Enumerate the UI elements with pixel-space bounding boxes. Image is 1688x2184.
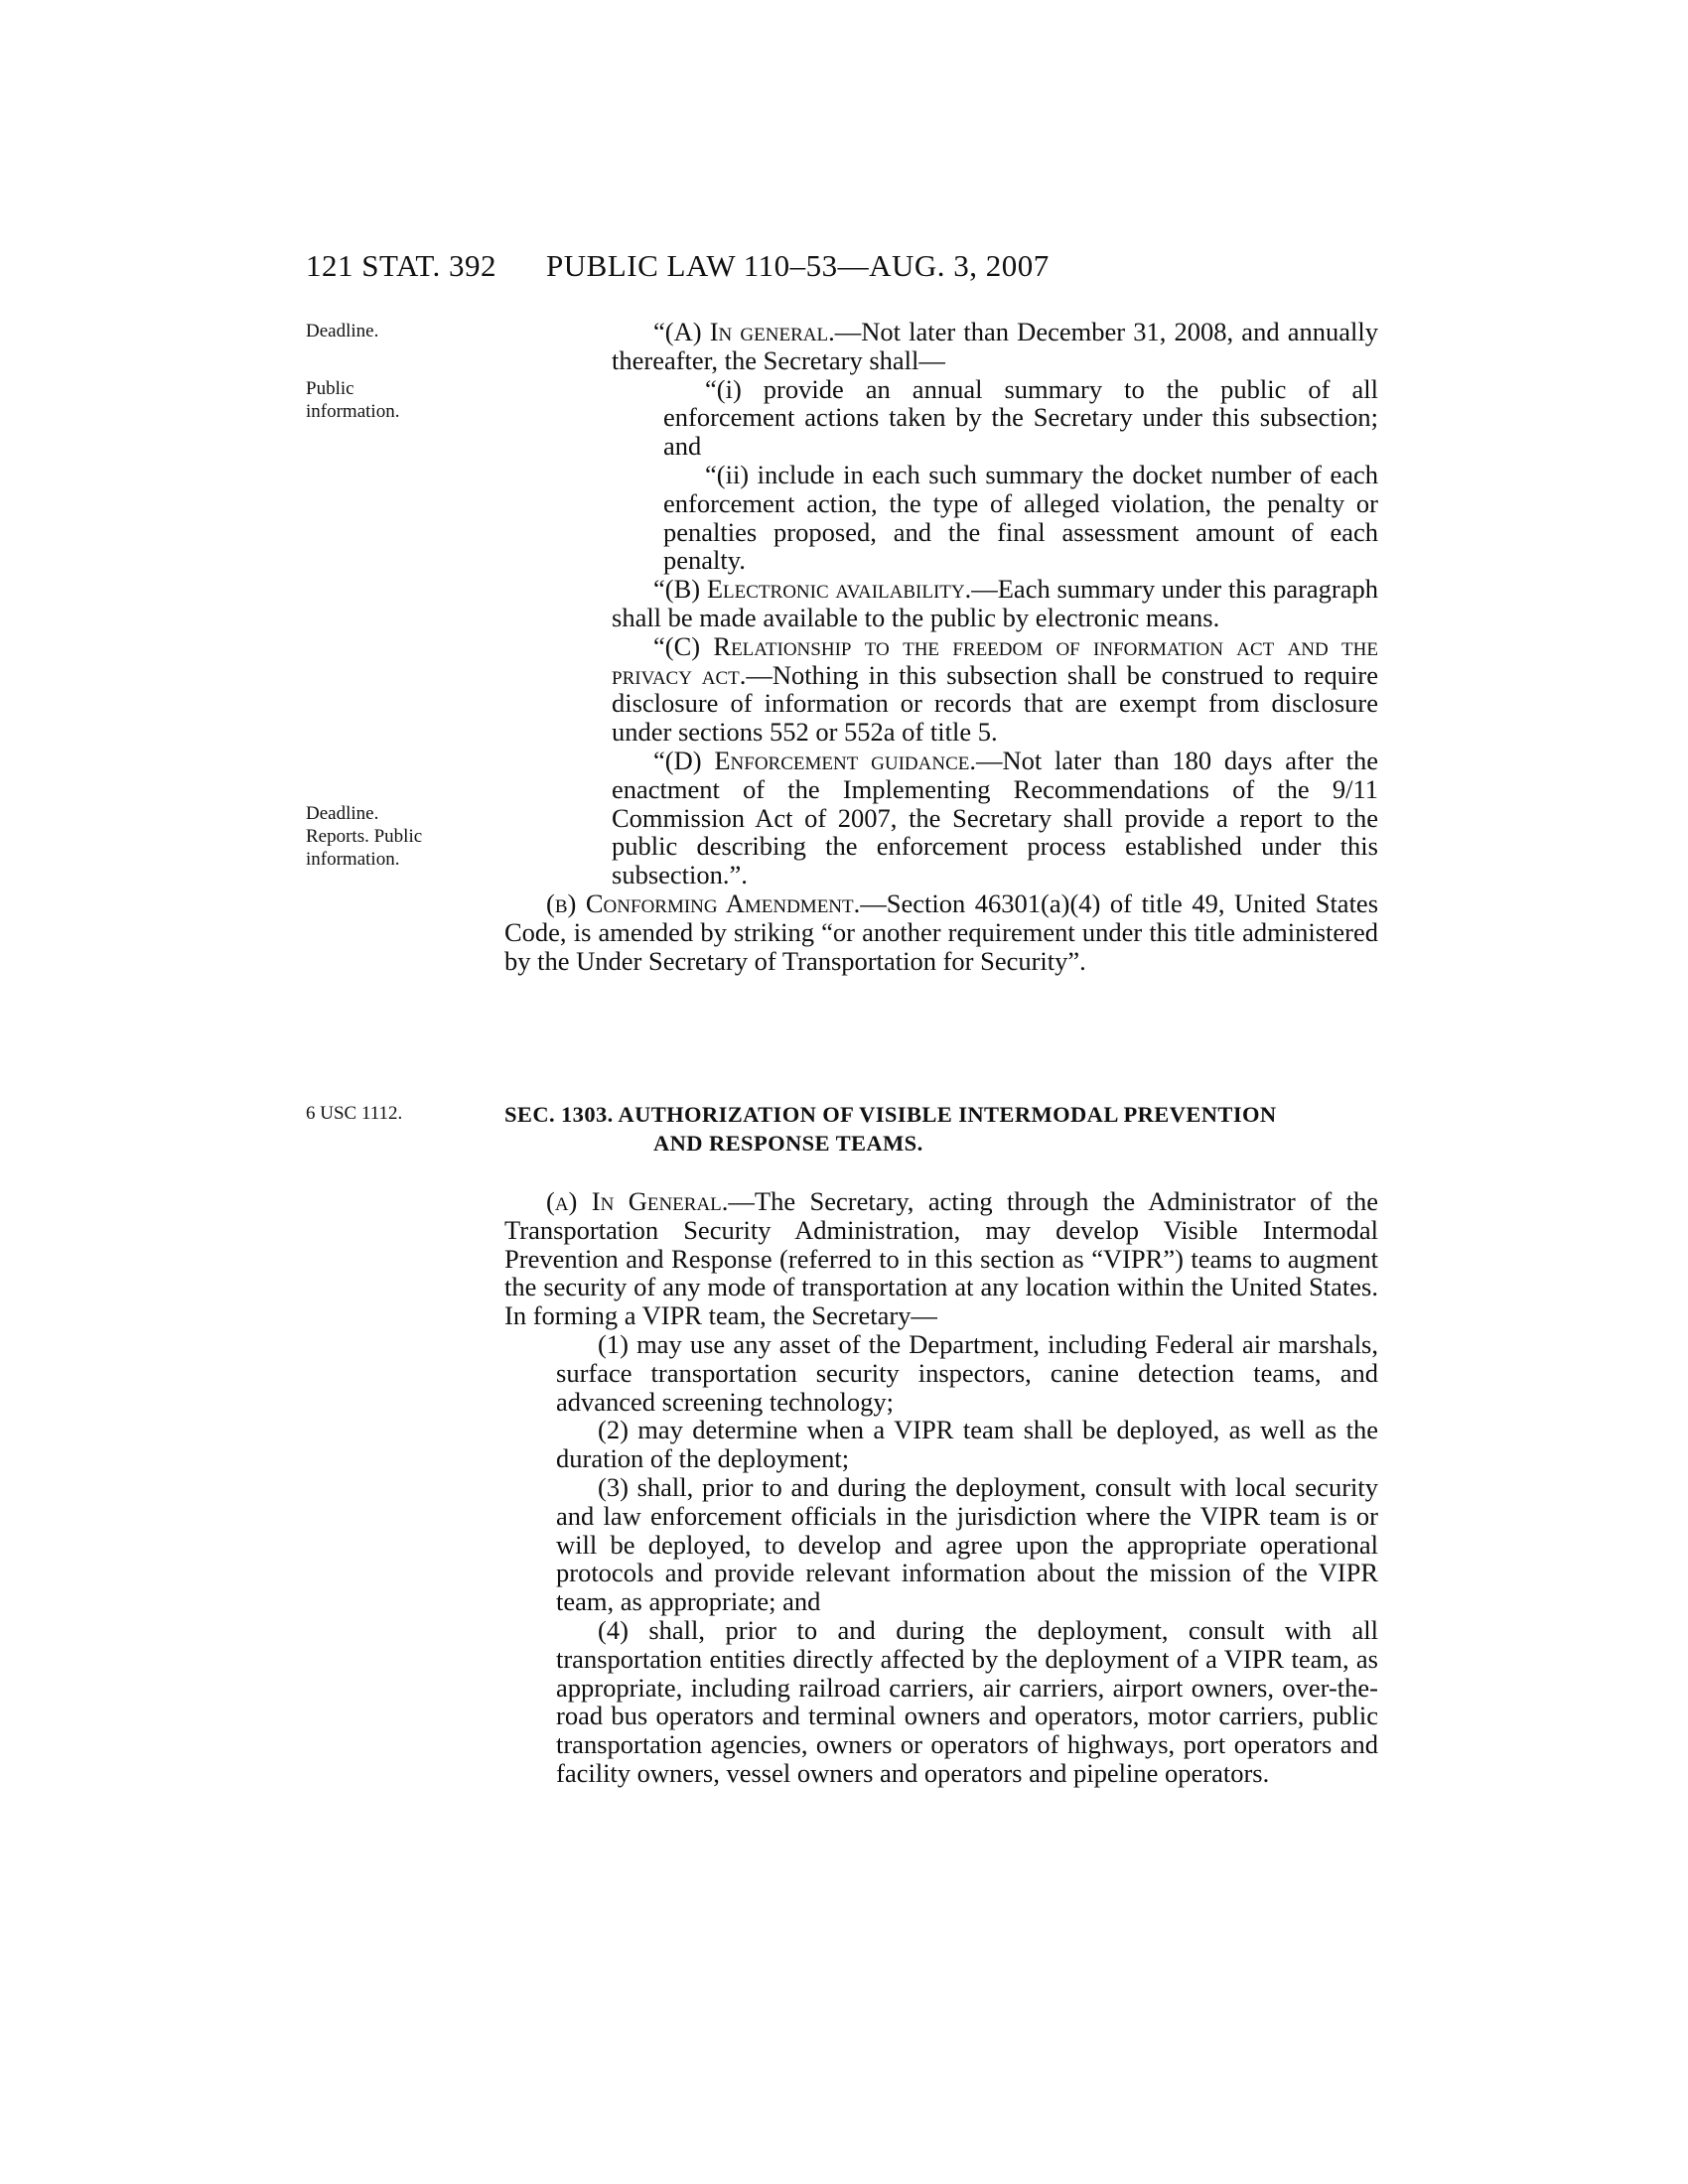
text-a: —Not later than December 31, 2008, and annually thereafter, the Secretary shall— xyxy=(612,317,1378,375)
paragraph-a-ii: “(ii) include in each such summary the docket number of each enforcement action, the type of alleged violation, the penalty or penalties proposed, and the final assessment amount of each penalty. xyxy=(663,459,1378,576)
paragraph-d-enforcement-guidance xyxy=(612,747,1378,889)
body-text-lower xyxy=(504,1187,1378,1788)
list-item-2: (2) may determine when a VIPR team shall be deployed, as well as the duration of the deployment; xyxy=(556,1415,1378,1474)
section-heading xyxy=(504,1100,1378,1158)
section-title-line-1: SEC. 1303. AUTHORIZATION OF VISIBLE INTERMODAL PREVENTION xyxy=(504,1102,1277,1127)
margin-note-public-information: Public information. xyxy=(306,378,400,422)
heading-a: “(A) In general. xyxy=(653,317,835,346)
heading-sec-a: (a) In General. xyxy=(546,1186,729,1216)
paragraph-b-conforming-amendment xyxy=(504,889,1378,975)
paragraph-sec-a-in-general xyxy=(504,1187,1378,1330)
margin-note-deadline: Deadline. xyxy=(306,321,379,341)
statute-page-number: 121 STAT. 392 xyxy=(306,248,497,283)
list-item-3: (3) shall, prior to and during the deployment, consult with local security and law enforcement officials in the jurisdiction where the VIPR team is or will be deployed, to develop and agree upon the appropriate operational protocols and provide relevant information about the mission of the VIPR team, as appropriate; and xyxy=(556,1471,1378,1617)
text-c: —Nothing in this subsection shall be construed to require disclosure of information or records that are exempt from disclosure under sections 552 or 552a of title 5. xyxy=(612,659,1378,748)
section-title-line-2: AND RESPONSE TEAMS. xyxy=(653,1131,923,1156)
margin-note-deadline-reports: Deadline. Reports. Public information. xyxy=(306,803,423,870)
public-law-title: PUBLIC LAW 110–53—AUG. 3, 2007 xyxy=(546,248,1050,283)
heading-b: “(B) Electronic availability. xyxy=(653,574,972,605)
text-conforming: —Section 46301(a)(4) of title 49, United States Code, is amended by striking “or another requirement under this title administered by the Under Secretary of Transportation for Security”. xyxy=(504,887,1379,976)
section-1303-title xyxy=(504,1100,1378,1158)
paragraph-a-in-general xyxy=(612,318,1378,375)
paragraph-c-relationship xyxy=(612,632,1378,747)
margin-note-usc-citation: 6 USC 1112. xyxy=(306,1103,403,1124)
heading-conforming: (b) Conforming Amendment. xyxy=(546,887,861,918)
list-item-4: (4) shall, prior to and during the deployment, consult with all transportation entities directly affected by the deployment of a VIPR team, as appropriate, including railroad carriers, air carriers, airport owners, over-the-road bus operators and terminal owners and operators, motor carriers, public transportation agencies, owners or operators of highways, port operators and facility owners, vessel owners and operators and pipeline operators. xyxy=(556,1614,1378,1788)
text-b: —Each summary under this paragraph shall be made available to the public by electronic means. xyxy=(612,574,1378,632)
list-item-1: (1) may use any asset of the Department, including Federal air marshals, surface transportation security inspectors, canine detection teams, and advanced screening technology; xyxy=(556,1328,1378,1417)
running-header xyxy=(306,248,1378,288)
heading-c: “(C) Relationship to the freedom of information act and the privacy act. xyxy=(612,630,1378,690)
heading-d: “(D) Enforcement guidance. xyxy=(653,745,976,775)
text-sec-a: —The Secretary, acting through the Administrator of the Transportation Security Administration, may develop Visible Intermodal Prevention and Response (referred to in this section as “VIPR”) teams to augment the security of any mode of transportation at any location within the United States. In forming a VIPR team, the Secretary— xyxy=(504,1186,1378,1331)
body-text-upper xyxy=(504,318,1378,975)
paragraph-a-i: “(i) provide an annual summary to the public of all enforcement actions taken by the Secretary under this subsection; and xyxy=(663,373,1378,462)
text-d: —Not later than 180 days after the enactment of the Implementing Recommendations of the 9/11 Commission Act of 2007, the Secretary shall provide a report to the public describing the enforcement process established under this subsection.”. xyxy=(612,745,1378,890)
paragraph-b-electronic xyxy=(612,575,1378,632)
